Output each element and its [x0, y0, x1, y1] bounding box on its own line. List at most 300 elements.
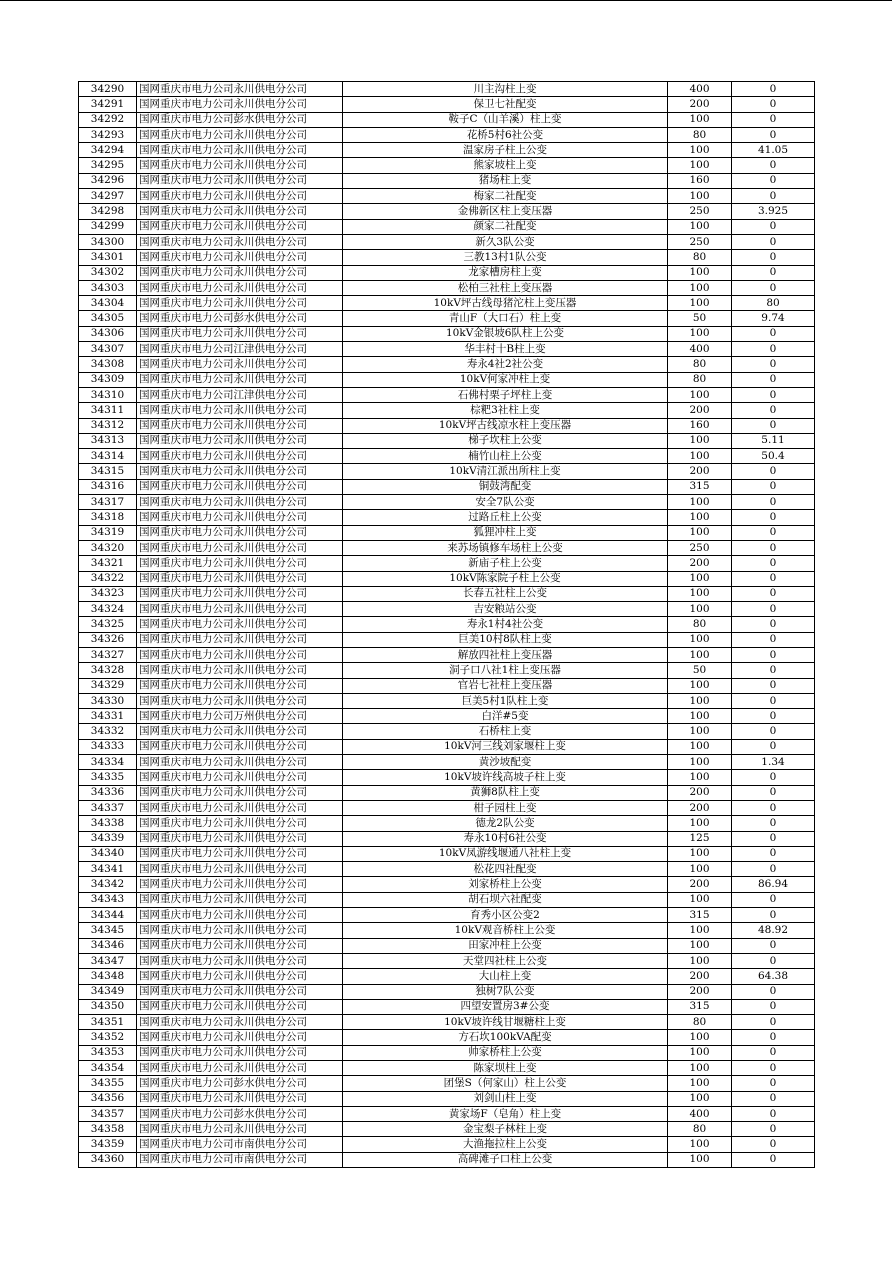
cell-value: 0 — [732, 831, 815, 846]
cell-organization: 国网重庆市电力公司永川供电分公司 — [137, 877, 343, 892]
cell-capacity: 200 — [668, 984, 732, 999]
cell-value: 0 — [732, 678, 815, 693]
cell-value: 0 — [732, 342, 815, 357]
cell-organization: 国网重庆市电力公司永川供电分公司 — [137, 540, 343, 555]
cell-capacity: 100 — [668, 525, 732, 540]
cell-transformer-name: 巨美10村8队柱上变 — [343, 632, 668, 647]
cell-organization: 国网重庆市电力公司永川供电分公司 — [137, 785, 343, 800]
cell-id: 34297 — [79, 189, 137, 204]
cell-value: 0 — [732, 602, 815, 617]
table-row — [79, 265, 815, 280]
cell-id: 34294 — [79, 143, 137, 158]
table-row — [79, 1091, 815, 1106]
cell-organization: 国网重庆市电力公司永川供电分公司 — [137, 617, 343, 632]
cell-value: 0 — [732, 219, 815, 234]
table-row — [79, 189, 815, 204]
table-row — [79, 632, 815, 647]
cell-transformer-name: 大渔拖拉柱上公变 — [343, 1137, 668, 1152]
cell-transformer-name: 华丰村十B柱上变 — [343, 342, 668, 357]
cell-transformer-name: 石佛村栗子坪柱上变 — [343, 387, 668, 402]
cell-organization: 国网重庆市电力公司永川供电分公司 — [137, 999, 343, 1014]
cell-transformer-name: 三教13村1队公变 — [343, 250, 668, 265]
cell-value: 0 — [732, 372, 815, 387]
cell-id: 34337 — [79, 800, 137, 815]
cell-id: 34356 — [79, 1091, 137, 1106]
cell-transformer-name: 龙家槽房柱上变 — [343, 265, 668, 280]
cell-transformer-name: 10kV陈家院子柱上公变 — [343, 571, 668, 586]
cell-transformer-name: 官岩七社柱上变压器 — [343, 678, 668, 693]
cell-id: 34329 — [79, 678, 137, 693]
table-row — [79, 1106, 815, 1121]
cell-value: 0 — [732, 938, 815, 953]
table-row — [79, 999, 815, 1014]
cell-organization: 国网重庆市电力公司市南供电分公司 — [137, 1152, 343, 1167]
cell-capacity: 100 — [668, 693, 732, 708]
cell-transformer-name: 松柏三社柱上变压器 — [343, 280, 668, 295]
cell-organization: 国网重庆市电力公司永川供电分公司 — [137, 326, 343, 341]
cell-capacity: 80 — [668, 372, 732, 387]
cell-id: 34323 — [79, 586, 137, 601]
cell-id: 34328 — [79, 663, 137, 678]
table-row — [79, 433, 815, 448]
cell-value: 0 — [732, 709, 815, 724]
cell-organization: 国网重庆市电力公司永川供电分公司 — [137, 449, 343, 464]
cell-capacity: 315 — [668, 908, 732, 923]
cell-value: 0 — [732, 280, 815, 295]
cell-organization: 国网重庆市电力公司永川供电分公司 — [137, 357, 343, 372]
cell-value: 0 — [732, 846, 815, 861]
cell-organization: 国网重庆市电力公司永川供电分公司 — [137, 433, 343, 448]
table-row — [79, 1137, 815, 1152]
cell-transformer-name: 高碑滩子口柱上公变 — [343, 1152, 668, 1167]
cell-organization: 国网重庆市电力公司永川供电分公司 — [137, 158, 343, 173]
table-row — [79, 969, 815, 984]
cell-capacity: 80 — [668, 617, 732, 632]
cell-transformer-name: 石桥柱上变 — [343, 724, 668, 739]
cell-value: 0 — [732, 693, 815, 708]
cell-transformer-name: 四望安置房3#公变 — [343, 999, 668, 1014]
cell-id: 34331 — [79, 709, 137, 724]
cell-id: 34349 — [79, 984, 137, 999]
cell-transformer-name: 温家房子柱上公变 — [343, 143, 668, 158]
cell-organization: 国网重庆市电力公司永川供电分公司 — [137, 969, 343, 984]
cell-id: 34350 — [79, 999, 137, 1014]
cell-organization: 国网重庆市电力公司永川供电分公司 — [137, 953, 343, 968]
table-row — [79, 923, 815, 938]
table-row — [79, 403, 815, 418]
cell-id: 34351 — [79, 1015, 137, 1030]
table-row — [79, 510, 815, 525]
cell-id: 34315 — [79, 464, 137, 479]
cell-id: 34320 — [79, 540, 137, 555]
table-row — [79, 326, 815, 341]
cell-capacity: 100 — [668, 755, 732, 770]
cell-id: 34296 — [79, 173, 137, 188]
cell-value: 0 — [732, 571, 815, 586]
cell-id: 34359 — [79, 1137, 137, 1152]
cell-value: 0 — [732, 250, 815, 265]
cell-organization: 国网重庆市电力公司永川供电分公司 — [137, 403, 343, 418]
cell-value: 0 — [732, 816, 815, 831]
cell-transformer-name: 寿永4社2社公变 — [343, 357, 668, 372]
cell-capacity: 100 — [668, 709, 732, 724]
cell-capacity: 315 — [668, 999, 732, 1014]
table-row — [79, 770, 815, 785]
cell-capacity: 100 — [668, 862, 732, 877]
cell-transformer-name: 金宝梨子林柱上变 — [343, 1122, 668, 1137]
table-row — [79, 1061, 815, 1076]
cell-id: 34311 — [79, 403, 137, 418]
cell-organization: 国网重庆市电力公司彭水供电分公司 — [137, 1076, 343, 1091]
table-row — [79, 464, 815, 479]
cell-value: 0 — [732, 464, 815, 479]
cell-id: 34324 — [79, 602, 137, 617]
cell-value: 41.05 — [732, 143, 815, 158]
cell-transformer-name: 巨美5村1队柱上变 — [343, 693, 668, 708]
cell-id: 34308 — [79, 357, 137, 372]
cell-id: 34357 — [79, 1106, 137, 1121]
cell-id: 34333 — [79, 739, 137, 754]
cell-transformer-name: 洞子口八社1柱上变压器 — [343, 663, 668, 678]
cell-id: 34325 — [79, 617, 137, 632]
cell-value: 0 — [732, 326, 815, 341]
cell-value: 0 — [732, 357, 815, 372]
cell-value: 0 — [732, 724, 815, 739]
cell-transformer-name: 新久3队公变 — [343, 234, 668, 249]
cell-transformer-name: 柑子园柱上变 — [343, 800, 668, 815]
cell-transformer-name: 猪场柱上变 — [343, 173, 668, 188]
cell-organization: 国网重庆市电力公司永川供电分公司 — [137, 586, 343, 601]
cell-id: 34327 — [79, 647, 137, 662]
cell-capacity: 80 — [668, 1015, 732, 1030]
table-row — [79, 984, 815, 999]
cell-value: 0 — [732, 1152, 815, 1167]
cell-capacity: 100 — [668, 449, 732, 464]
table-row — [79, 647, 815, 662]
cell-value: 0 — [732, 1122, 815, 1137]
table-row — [79, 296, 815, 311]
table-row — [79, 97, 815, 112]
cell-transformer-name: 白洋#5变 — [343, 709, 668, 724]
cell-organization: 国网重庆市电力公司永川供电分公司 — [137, 1030, 343, 1045]
cell-capacity: 315 — [668, 479, 732, 494]
cell-transformer-name: 铜鼓湾配变 — [343, 479, 668, 494]
cell-id: 34322 — [79, 571, 137, 586]
cell-capacity: 50 — [668, 663, 732, 678]
table-row — [79, 739, 815, 754]
table-row — [79, 953, 815, 968]
cell-transformer-name: 吉安粮站公变 — [343, 602, 668, 617]
table-row — [79, 908, 815, 923]
cell-id: 34326 — [79, 632, 137, 647]
table-row — [79, 372, 815, 387]
cell-transformer-name: 陈家坝柱上变 — [343, 1061, 668, 1076]
cell-transformer-name: 过路丘柱上公变 — [343, 510, 668, 525]
cell-id: 34339 — [79, 831, 137, 846]
cell-transformer-name: 松花四社配变 — [343, 862, 668, 877]
cell-value: 0 — [732, 999, 815, 1014]
cell-value: 0 — [732, 510, 815, 525]
table-row — [79, 556, 815, 571]
cell-capacity: 100 — [668, 739, 732, 754]
cell-organization: 国网重庆市电力公司永川供电分公司 — [137, 143, 343, 158]
cell-organization: 国网重庆市电力公司永川供电分公司 — [137, 418, 343, 433]
table-row — [79, 571, 815, 586]
cell-value: 0 — [732, 1045, 815, 1060]
cell-value: 0 — [732, 112, 815, 127]
cell-organization: 国网重庆市电力公司永川供电分公司 — [137, 892, 343, 907]
cell-organization: 国网重庆市电力公司永川供电分公司 — [137, 189, 343, 204]
table-row — [79, 219, 815, 234]
cell-value: 0 — [732, 663, 815, 678]
table-row — [79, 1015, 815, 1030]
cell-id: 34301 — [79, 250, 137, 265]
cell-value: 0 — [732, 953, 815, 968]
cell-capacity: 100 — [668, 1076, 732, 1091]
cell-capacity: 100 — [668, 387, 732, 402]
table-row — [79, 785, 815, 800]
cell-id: 34293 — [79, 127, 137, 142]
cell-transformer-name: 川主沟柱上变 — [343, 82, 668, 97]
cell-id: 34313 — [79, 433, 137, 448]
cell-capacity: 100 — [668, 1137, 732, 1152]
cell-transformer-name: 10kV凤游线堰通八社柱上变 — [343, 846, 668, 861]
table-row — [79, 204, 815, 219]
cell-id: 34352 — [79, 1030, 137, 1045]
cell-organization: 国网重庆市电力公司永川供电分公司 — [137, 1045, 343, 1060]
cell-transformer-name: 鞍子C（山羊溪）柱上变 — [343, 112, 668, 127]
cell-organization: 国网重庆市电力公司永川供电分公司 — [137, 204, 343, 219]
cell-organization: 国网重庆市电力公司永川供电分公司 — [137, 602, 343, 617]
cell-value: 9.74 — [732, 311, 815, 326]
cell-capacity: 100 — [668, 158, 732, 173]
table-row — [79, 250, 815, 265]
cell-organization: 国网重庆市电力公司永川供电分公司 — [137, 632, 343, 647]
cell-capacity: 100 — [668, 1091, 732, 1106]
cell-id: 34336 — [79, 785, 137, 800]
cell-organization: 国网重庆市电力公司永川供电分公司 — [137, 372, 343, 387]
cell-value: 0 — [732, 1106, 815, 1121]
cell-id: 34290 — [79, 82, 137, 97]
cell-value: 0 — [732, 479, 815, 494]
cell-value: 0 — [732, 158, 815, 173]
cell-organization: 国网重庆市电力公司永川供电分公司 — [137, 862, 343, 877]
cell-organization: 国网重庆市电力公司永川供电分公司 — [137, 846, 343, 861]
cell-id: 34338 — [79, 816, 137, 831]
cell-value: 5.11 — [732, 433, 815, 448]
table-row — [79, 82, 815, 97]
table-row — [79, 1030, 815, 1045]
cell-transformer-name: 独树7队公变 — [343, 984, 668, 999]
cell-id: 34341 — [79, 862, 137, 877]
cell-value: 0 — [732, 418, 815, 433]
cell-capacity: 80 — [668, 250, 732, 265]
cell-value: 86.94 — [732, 877, 815, 892]
cell-id: 34343 — [79, 892, 137, 907]
cell-transformer-name: 10kV清江派出所柱上变 — [343, 464, 668, 479]
cell-transformer-name: 10kV观音桥柱上公变 — [343, 923, 668, 938]
cell-capacity: 100 — [668, 265, 732, 280]
cell-transformer-name: 10kV坡许线甘堰糖柱上变 — [343, 1015, 668, 1030]
cell-id: 34354 — [79, 1061, 137, 1076]
cell-capacity: 50 — [668, 311, 732, 326]
cell-capacity: 400 — [668, 1106, 732, 1121]
cell-capacity: 160 — [668, 418, 732, 433]
cell-capacity: 200 — [668, 800, 732, 815]
cell-capacity: 100 — [668, 846, 732, 861]
cell-id: 34335 — [79, 770, 137, 785]
table-row — [79, 127, 815, 142]
cell-organization: 国网重庆市电力公司江津供电分公司 — [137, 387, 343, 402]
table-row — [79, 173, 815, 188]
table-row — [79, 342, 815, 357]
cell-transformer-name: 长春五社柱上公变 — [343, 586, 668, 601]
cell-capacity: 200 — [668, 556, 732, 571]
cell-organization: 国网重庆市电力公司永川供电分公司 — [137, 984, 343, 999]
cell-value: 64.38 — [732, 969, 815, 984]
cell-id: 34330 — [79, 693, 137, 708]
cell-id: 34314 — [79, 449, 137, 464]
cell-value: 0 — [732, 1137, 815, 1152]
cell-value: 3.925 — [732, 204, 815, 219]
cell-organization: 国网重庆市电力公司永川供电分公司 — [137, 280, 343, 295]
cell-organization: 国网重庆市电力公司永川供电分公司 — [137, 510, 343, 525]
table-row — [79, 693, 815, 708]
cell-transformer-name: 方石坎100kVA配变 — [343, 1030, 668, 1045]
cell-id: 34355 — [79, 1076, 137, 1091]
cell-capacity: 400 — [668, 342, 732, 357]
cell-transformer-name: 刘剑山柱上变 — [343, 1091, 668, 1106]
page-top-rule — [0, 0, 892, 1]
cell-value: 0 — [732, 892, 815, 907]
cell-transformer-name: 田家冲柱上公变 — [343, 938, 668, 953]
cell-value: 0 — [732, 525, 815, 540]
cell-id: 34307 — [79, 342, 137, 357]
cell-value: 0 — [732, 189, 815, 204]
cell-capacity: 400 — [668, 82, 732, 97]
cell-capacity: 100 — [668, 219, 732, 234]
cell-organization: 国网重庆市电力公司永川供电分公司 — [137, 296, 343, 311]
cell-transformer-name: 颜家二社配变 — [343, 219, 668, 234]
cell-transformer-name: 天堂四社柱上公变 — [343, 953, 668, 968]
cell-id: 34334 — [79, 755, 137, 770]
cell-transformer-name: 10kV坪古线凉水柱上变压器 — [343, 418, 668, 433]
cell-transformer-name: 狐狸冲柱上变 — [343, 525, 668, 540]
cell-capacity: 100 — [668, 586, 732, 601]
cell-id: 34295 — [79, 158, 137, 173]
cell-value: 0 — [732, 97, 815, 112]
cell-organization: 国网重庆市电力公司永川供电分公司 — [137, 82, 343, 97]
cell-transformer-name: 10kV坪古线母猪沱柱上变压器 — [343, 296, 668, 311]
table-row — [79, 755, 815, 770]
cell-value: 0 — [732, 540, 815, 555]
cell-capacity: 100 — [668, 770, 732, 785]
table-row — [79, 357, 815, 372]
cell-organization: 国网重庆市电力公司永川供电分公司 — [137, 495, 343, 510]
cell-organization: 国网重庆市电力公司江津供电分公司 — [137, 342, 343, 357]
cell-value: 0 — [732, 1061, 815, 1076]
table-row — [79, 525, 815, 540]
cell-id: 34306 — [79, 326, 137, 341]
cell-transformer-name: 胡石坝六社配变 — [343, 892, 668, 907]
table-row — [79, 663, 815, 678]
cell-value: 0 — [732, 862, 815, 877]
cell-transformer-name: 10kV金银坡6队柱上公变 — [343, 326, 668, 341]
cell-organization: 国网重庆市电力公司永川供电分公司 — [137, 938, 343, 953]
cell-capacity: 200 — [668, 877, 732, 892]
cell-id: 34302 — [79, 265, 137, 280]
table-row — [79, 862, 815, 877]
table-row — [79, 846, 815, 861]
cell-capacity: 80 — [668, 357, 732, 372]
table-row — [79, 678, 815, 693]
cell-transformer-name: 熊家坡柱上变 — [343, 158, 668, 173]
cell-id: 34300 — [79, 234, 137, 249]
cell-transformer-name: 安全7队公变 — [343, 495, 668, 510]
cell-organization: 国网重庆市电力公司永川供电分公司 — [137, 800, 343, 815]
cell-capacity: 100 — [668, 892, 732, 907]
cell-value: 0 — [732, 82, 815, 97]
cell-id: 34291 — [79, 97, 137, 112]
cell-transformer-name: 10kV何家冲柱上变 — [343, 372, 668, 387]
cell-value: 1.34 — [732, 755, 815, 770]
cell-organization: 国网重庆市电力公司永川供电分公司 — [137, 923, 343, 938]
table-row — [79, 617, 815, 632]
cell-transformer-name: 黄家场F（皂角）柱上变 — [343, 1106, 668, 1121]
cell-value: 0 — [732, 800, 815, 815]
table-row — [79, 831, 815, 846]
cell-organization: 国网重庆市电力公司永川供电分公司 — [137, 724, 343, 739]
table-row — [79, 724, 815, 739]
table-row — [79, 1122, 815, 1137]
cell-capacity: 100 — [668, 143, 732, 158]
cell-transformer-name: 来苏场镇修车场柱上公变 — [343, 540, 668, 555]
cell-organization: 国网重庆市电力公司永川供电分公司 — [137, 173, 343, 188]
cell-organization: 国网重庆市电力公司彭水供电分公司 — [137, 1106, 343, 1121]
cell-transformer-name: 金佛新区柱上变压器 — [343, 204, 668, 219]
cell-organization: 国网重庆市电力公司永川供电分公司 — [137, 464, 343, 479]
cell-capacity: 100 — [668, 189, 732, 204]
table-row — [79, 938, 815, 953]
table-row — [79, 800, 815, 815]
cell-capacity: 100 — [668, 296, 732, 311]
cell-organization: 国网重庆市电力公司永川供电分公司 — [137, 127, 343, 142]
cell-transformer-name: 寿永10村6社公变 — [343, 831, 668, 846]
table-row — [79, 495, 815, 510]
cell-id: 34292 — [79, 112, 137, 127]
cell-id: 34319 — [79, 525, 137, 540]
table-row — [79, 1152, 815, 1167]
cell-capacity: 200 — [668, 97, 732, 112]
cell-id: 34299 — [79, 219, 137, 234]
table-row — [79, 280, 815, 295]
cell-value: 0 — [732, 586, 815, 601]
cell-value: 0 — [732, 403, 815, 418]
cell-value: 0 — [732, 647, 815, 662]
table-row — [79, 479, 815, 494]
cell-organization: 国网重庆市电力公司永川供电分公司 — [137, 219, 343, 234]
table-row — [79, 816, 815, 831]
cell-id: 34317 — [79, 495, 137, 510]
cell-capacity: 80 — [668, 127, 732, 142]
cell-id: 34348 — [79, 969, 137, 984]
cell-id: 34332 — [79, 724, 137, 739]
cell-organization: 国网重庆市电力公司永川供电分公司 — [137, 647, 343, 662]
table-row — [79, 112, 815, 127]
cell-organization: 国网重庆市电力公司永川供电分公司 — [137, 663, 343, 678]
cell-value: 0 — [732, 495, 815, 510]
cell-capacity: 80 — [668, 1122, 732, 1137]
